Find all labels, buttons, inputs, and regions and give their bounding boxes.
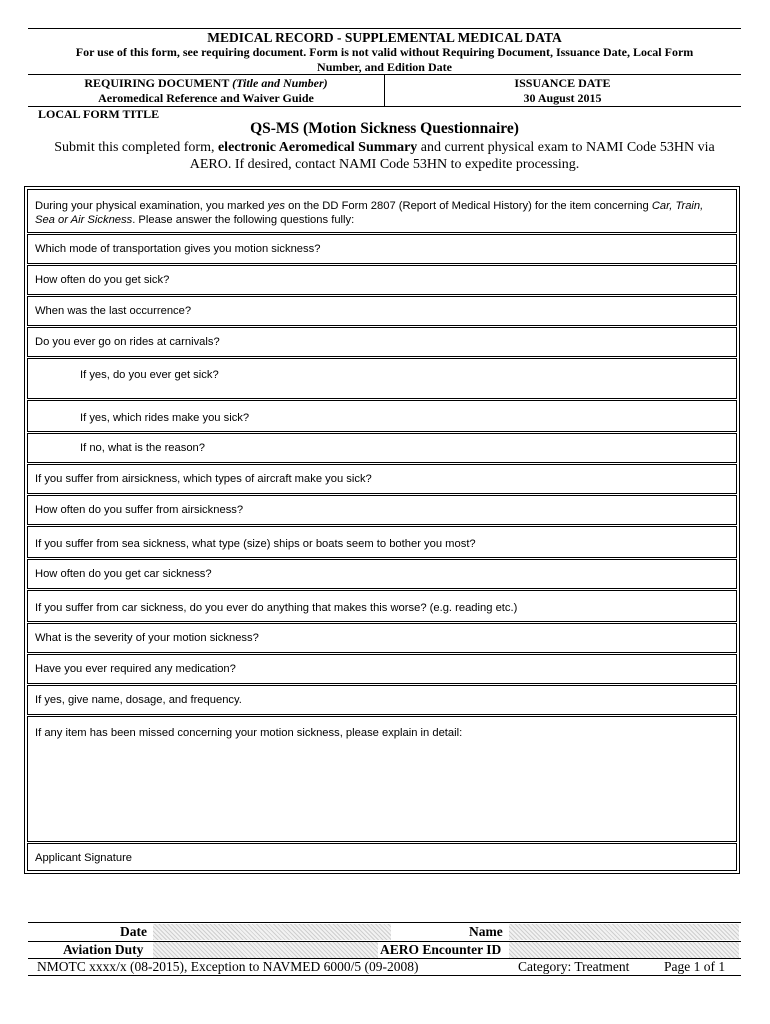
question-car-sickness-worse[interactable]: If you suffer from car sickness, do you ever do anything that makes this worse? (e.g. reading etc.) (27, 590, 737, 622)
aviation-duty-label: Aviation Duty (63, 942, 144, 957)
issuance-date-value[interactable]: 30 August 2015 (523, 91, 602, 105)
header-top-rule (28, 28, 741, 29)
question-transport-mode[interactable]: Which mode of transportation gives you motion sickness? (27, 234, 737, 264)
question-car-sickness-frequency[interactable]: How often do you get car sickness? (27, 559, 737, 589)
question-airsickness-frequency[interactable]: How often do you suffer from airsickness? (27, 495, 737, 525)
question-frequency[interactable]: How often do you get sick? (27, 265, 737, 295)
question-ship-size[interactable]: If you suffer from sea sickness, what type (size) ships or boats seem to bother you most? (27, 526, 737, 558)
form-category: Category: Treatment (518, 959, 630, 974)
name-label: Name (469, 924, 503, 939)
intro-item2: Sea or Air Sickness (35, 213, 133, 226)
requiring-document-label (28, 76, 384, 91)
question-no-reason[interactable]: If no, what is the reason? (27, 433, 737, 463)
local-form-title-label: LOCAL FORM TITLE (38, 107, 160, 121)
issuance-date-label: ISSUANCE DATE (514, 76, 611, 90)
name-field[interactable] (509, 924, 739, 940)
date-field[interactable] (153, 924, 391, 940)
question-medication[interactable]: Have you ever required any medication? (27, 654, 737, 684)
question-which-rides[interactable]: If yes, which rides make you sick? (27, 400, 737, 432)
form-title: QS-MS (Motion Sickness Questionnaire) (250, 120, 519, 137)
question-medication-details[interactable]: If yes, give name, dosage, and frequency. (27, 685, 737, 715)
questionnaire-box (24, 186, 740, 874)
page-number: Page 1 of 1 (664, 959, 726, 974)
intro-yes: yes (267, 200, 285, 212)
usage-note-line1: For use of this form, see requiring document. Form is not valid without Requiring Document, Issuance Date, Local Form (75, 45, 694, 59)
question-carnival-sick[interactable]: If yes, do you ever get sick? (27, 358, 737, 399)
usage-note-line2: Number, and Edition Date (317, 60, 452, 74)
requiring-document-label-text: REQUIRING DOCUMENT (84, 76, 233, 90)
submission-instructions-line1 (28, 139, 741, 156)
question-severity[interactable]: What is the severity of your motion sickness? (27, 623, 737, 653)
instructions-text-a: Submit this completed form, (54, 140, 218, 155)
intro-row (27, 189, 737, 233)
aero-encounter-id-field[interactable] (509, 942, 739, 958)
intro-text-c: . Please answer the following questions fully: (132, 213, 355, 226)
intro-text-b: on the DD Form 2807 (Report of Medical History) for the item concerning (284, 200, 652, 212)
footer-bottom-rule (28, 975, 741, 976)
requiring-document-value[interactable]: Aeromedical Reference and Waiver Guide (98, 91, 314, 105)
instructions-text-bold: electronic Aeromedical Summary (217, 140, 418, 155)
question-aircraft-types[interactable]: If you suffer from airsickness, which types of aircraft make you sick? (27, 464, 737, 494)
instructions-text-b: and current physical exam to NAMI Code 53HN via (417, 140, 715, 155)
question-carnival-rides[interactable]: Do you ever go on rides at carnivals? (27, 327, 737, 357)
form-header-title: MEDICAL RECORD - SUPPLEMENTAL MEDICAL DATA (207, 30, 562, 45)
question-last-occurrence[interactable]: When was the last occurrence? (27, 296, 737, 326)
submission-instructions-line2: AERO. If desired, contact NAMI Code 53HN to expedite processing. (189, 157, 580, 172)
intro-text-a: During your physical examination, you marked (35, 200, 268, 212)
applicant-signature-field[interactable]: Applicant Signature (27, 843, 737, 871)
requiring-document-label-hint: (Title and Number) (232, 76, 328, 90)
aviation-duty-field[interactable] (153, 942, 378, 958)
form-number: NMOTC xxxx/x (08-2015), Exception to NAVMED 6000/5 (09-2008) (37, 959, 419, 974)
aero-encounter-id-label: AERO Encounter ID (380, 942, 502, 957)
submission-instructions (28, 139, 741, 173)
question-additional-explanation[interactable]: If any item has been missed concerning your motion sickness, please explain in detail: (27, 716, 737, 842)
intro-item: Car, Train, (651, 200, 704, 212)
footer-top-rule (28, 922, 741, 923)
date-label: Date (120, 924, 147, 939)
